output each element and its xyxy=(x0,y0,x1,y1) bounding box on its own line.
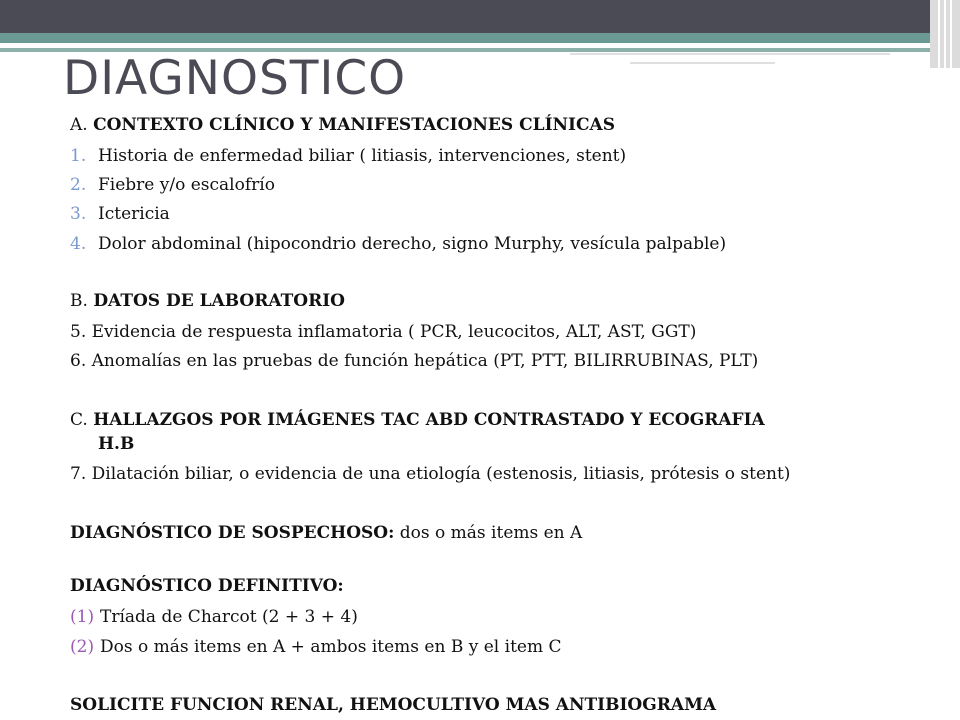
page-title: DIAGNOSTICO xyxy=(63,51,407,106)
suspected-diagnosis-text: dos o más items en A xyxy=(394,523,583,543)
list-item-text: Dolor abdominal (hipocondrio derecho, signo Murphy, vesícula palpable) xyxy=(98,234,727,254)
section-c-title-continued: H.B xyxy=(98,434,135,454)
definitive-item xyxy=(70,636,562,658)
section-c-letter: C. xyxy=(70,410,88,430)
definitive-item-number: (1) xyxy=(70,607,95,627)
definitive-item-number: (2) xyxy=(70,637,95,657)
section-b-title: DATOS DE LABORATORIO xyxy=(93,291,345,311)
definitive-item-text: Dos o más items en A + ambos items en B y el item C xyxy=(100,637,562,657)
section-a-title: CONTEXTO CLÍNICO Y MANIFESTACIONES CLÍNICAS xyxy=(93,115,616,135)
definitive-item xyxy=(70,606,358,628)
definitive-diagnosis-title: DIAGNÓSTICO DEFINITIVO: xyxy=(70,576,344,596)
list-item xyxy=(70,145,626,167)
list-item-text: Fiebre y/o escalofrío xyxy=(98,175,275,195)
section-c-title: HALLAZGOS POR IMÁGENES TAC ABD CONTRASTADO Y ECOGRAFIA xyxy=(93,410,765,430)
header-band-dark xyxy=(0,0,930,33)
header-rule xyxy=(570,53,890,55)
list-item-text: Historia de enfermedad biliar ( litiasis, intervenciones, stent) xyxy=(98,146,627,166)
section-b-letter: B. xyxy=(70,291,88,311)
section-c-heading xyxy=(70,409,765,431)
list-item xyxy=(70,174,275,196)
definitive-item-text: Tríada de Charcot (2 + 3 + 4) xyxy=(100,607,358,627)
definitive-diagnosis-label xyxy=(70,575,344,597)
header-right-stripe xyxy=(950,0,952,68)
list-item-text: Ictericia xyxy=(98,204,170,224)
list-item-number: 2. xyxy=(70,175,87,195)
header-right-block xyxy=(930,0,960,68)
header-band-teal xyxy=(0,33,930,43)
footer-note xyxy=(70,694,716,716)
header-right-stripe xyxy=(938,0,940,68)
suspected-diagnosis xyxy=(70,522,582,544)
footer-note-text: SOLICITE FUNCION RENAL, HEMOCULTIVO MAS ANTIBIOGRAMA xyxy=(70,695,717,715)
suspected-diagnosis-label: DIAGNÓSTICO DE SOSPECHOSO: xyxy=(70,523,395,543)
section-b-heading xyxy=(70,290,345,312)
list-item-number: 1. xyxy=(70,146,87,166)
section-a-heading xyxy=(70,114,615,136)
header-right-stripe xyxy=(944,0,946,68)
list-item-number: 4. xyxy=(70,234,87,254)
header-rule xyxy=(630,62,775,64)
lab-item: 5. Evidencia de respuesta inflamatoria ( PCR, leucocitos, ALT, AST, GGT) xyxy=(70,322,697,342)
list-item xyxy=(70,233,726,255)
lab-item: 6. Anomalías en las pruebas de función hepática (PT, PTT, BILIRRUBINAS, PLT) xyxy=(70,351,759,371)
imaging-item: 7. Dilatación biliar, o evidencia de una etiología (estenosis, litiasis, prótesis o stent) xyxy=(70,464,791,484)
list-item xyxy=(70,203,170,225)
section-a-letter: A. xyxy=(70,115,88,135)
list-item-number: 3. xyxy=(70,204,87,224)
